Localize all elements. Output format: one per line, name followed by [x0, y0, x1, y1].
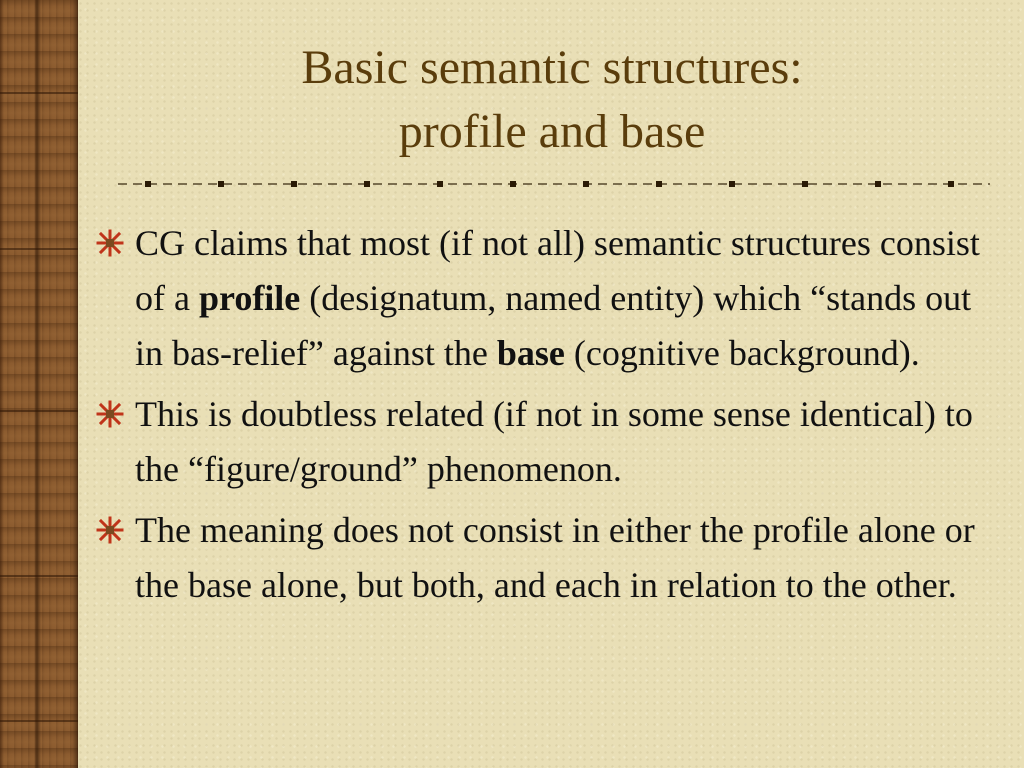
divider-dot — [291, 181, 297, 187]
dotted-divider — [118, 178, 990, 190]
divider-dot — [802, 181, 808, 187]
divider-dot — [510, 181, 516, 187]
wood-plank-seam — [0, 575, 78, 577]
bullet-text: The meaning does not consist in either the profile alone or the base alone, but both, and each in relation to the other. — [135, 510, 975, 605]
wood-side-strip — [0, 0, 78, 768]
bullet-text-part: (designatum, named entity) which “stands out in bas-relief” against the — [135, 278, 972, 373]
bullet-text: This is doubtless related (if not in some sense identical) to the “figure/ground” phenomenon. — [135, 394, 973, 489]
slide-title-line2: profile and base — [398, 105, 706, 158]
snowflake-icon — [96, 229, 124, 257]
divider-dot — [583, 181, 589, 187]
slide-title — [90, 36, 1014, 164]
wood-plank-seam — [0, 720, 78, 722]
divider-dot — [145, 181, 151, 187]
bullet-item — [96, 503, 996, 613]
bullet-list — [96, 216, 996, 619]
snowflake-icon — [96, 400, 124, 428]
bullet-item — [96, 387, 996, 497]
wood-plank-seam — [0, 92, 78, 94]
snowflake-icon — [96, 516, 124, 544]
divider-dot — [729, 181, 735, 187]
bold-term-profile: profile — [198, 278, 301, 318]
divider-dot — [218, 181, 224, 187]
divider-dot — [656, 181, 662, 187]
bullet-text-part: CG claims that most (if not all) semantic structures consist of a — [135, 223, 980, 318]
divider-dot — [948, 181, 954, 187]
bold-term-base: base — [496, 333, 565, 373]
divider-dot — [364, 181, 370, 187]
divider-dot — [437, 181, 443, 187]
wood-plank-seam — [0, 410, 78, 412]
wood-plank-seam — [0, 248, 78, 250]
divider-dot — [875, 181, 881, 187]
slide-title-line1: Basic semantic structures: — [301, 41, 803, 94]
bullet-text-part: (cognitive background). — [564, 333, 920, 373]
bullet-item — [96, 216, 996, 381]
